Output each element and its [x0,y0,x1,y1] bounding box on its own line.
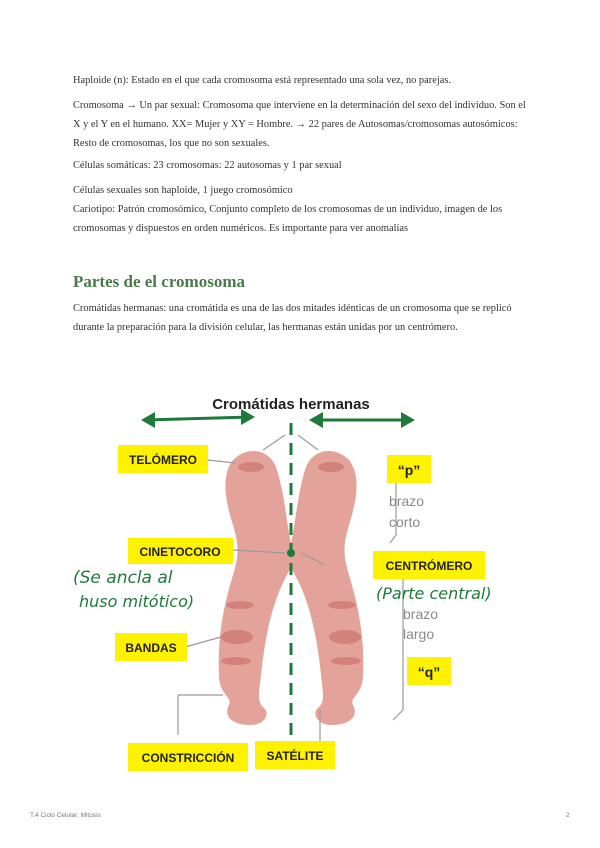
svg-text:“p”: “p” [397,462,421,478]
label-bandas [115,633,187,661]
text-block [73,181,531,238]
svg-text:TELÓMERO: TELÓMERO [129,453,197,467]
paragraph-cromosoma: Cromosoma → Un par sexual: Cromosoma que interviene en la determinación del sexo del individuo. Son el X y el Y en el humano. XX= Mujer y XY = Hombre. → 22 pares de Autosomas/cromosomas autosómicos: Resto de cromosomas, los que no son sexuales. [73,100,526,149]
brazo-largo-line1: brazo [403,606,439,622]
svg-text:“q”: “q” [417,664,441,680]
brazo-largo-line2: largo [403,626,435,642]
svg-text:SATÉLITE: SATÉLITE [266,749,324,763]
handwritten-right: (Parte central) [376,584,492,603]
paragraph-somaticas: Células somáticas: 23 cromosomas: 22 autosomas y 1 par sexual [73,160,342,171]
text-block [73,96,531,153]
brazo-corto-line2: corto [389,514,421,530]
chromosome-shape [219,423,364,747]
svg-text:BANDAS: BANDAS [125,641,177,655]
brazo-corto-line1: brazo [389,493,425,509]
handwritten-left-1: (Se ancla al [73,568,173,588]
label-p [387,455,431,483]
footer-title: T.4 Ciclo Celular. Mitosis [30,812,101,819]
handwritten-left-2: huso mitótico) [79,592,195,611]
label-cinetocoro [128,538,233,564]
label-telomero [118,445,208,473]
text-block [73,299,531,337]
chromosome-figure [73,375,530,775]
paragraph-cariotipo: Cariotipo: Patrón cromosómico, Conjunto completo de los cromosomas de un individuo, imagen de los cromosomas y dispuestos en orden numéricos. Es importante para ver anomalías [73,204,503,234]
section-heading: Partes de el cromosoma [73,272,245,291]
text-block [73,156,531,175]
label-centromero [373,551,485,579]
text-block [73,71,531,90]
chromosome-diagram [73,375,530,775]
label-satelite [255,741,335,769]
label-q [407,657,451,685]
label-constriccion [128,743,248,771]
svg-text:CINETOCORO: CINETOCORO [139,545,221,559]
page-number: 2 [566,812,570,819]
paragraph-sexuales: Células sexuales son haploide, 1 juego cromosómico [73,185,293,196]
paragraph-haploide: Haploide (n): Estado en el que cada cromosoma está representado una sola vez, no parejas. [73,75,451,86]
svg-text:CONSTRICCIÓN: CONSTRICCIÓN [141,751,235,765]
figure-title: Cromátidas hermanas [212,396,370,413]
arrow-right-icon [309,412,415,428]
svg-text:CENTRÓMERO: CENTRÓMERO [385,559,473,573]
paragraph-cromatidas: Cromátidas hermanas: una cromátida es una de las dos mitades idénticas de un cromosoma que se replicó durante la preparación para la división celular, las hermanas están unidas por un centrómero. [73,303,512,333]
